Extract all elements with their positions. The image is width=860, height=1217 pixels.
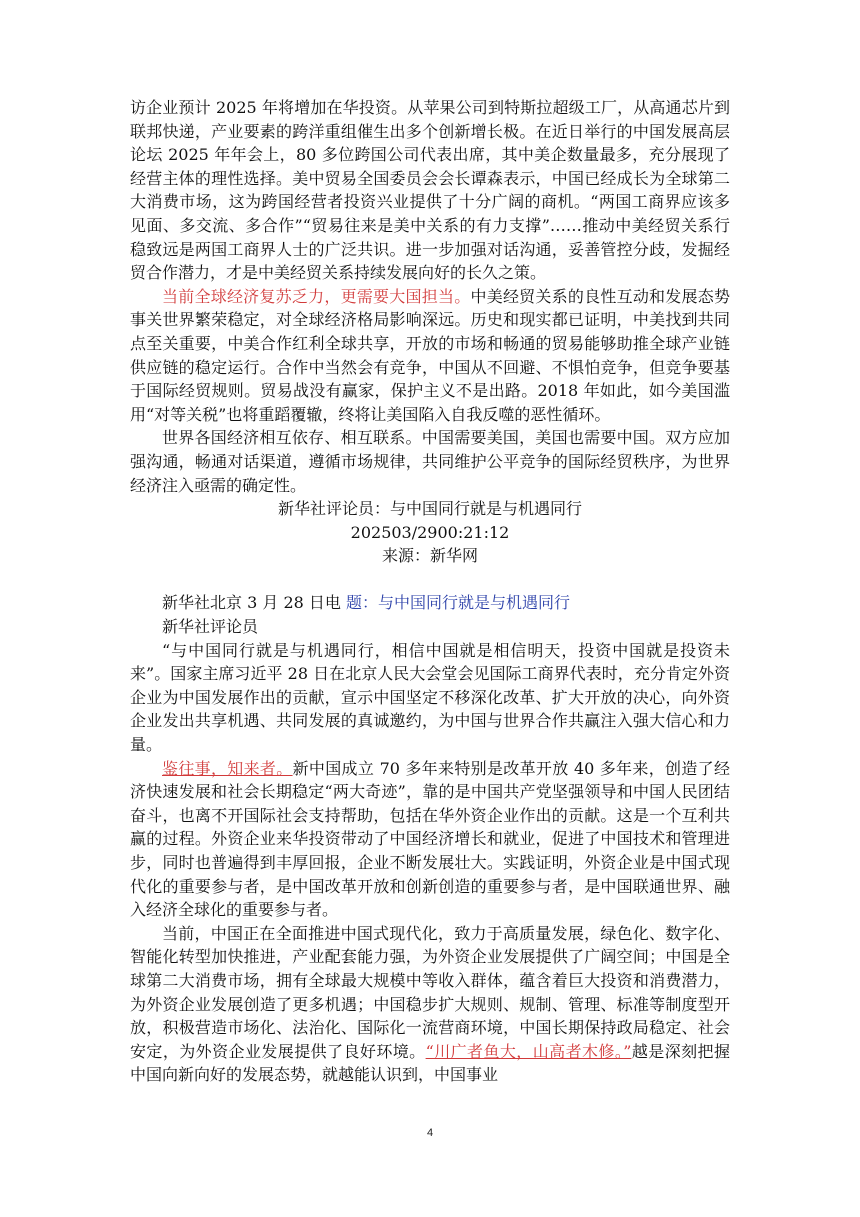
blank-line bbox=[130, 568, 730, 592]
paragraph-text: 越是深刻把握中国向新向好的发展态势，就越能认识到，中国事业 bbox=[130, 1041, 730, 1085]
dateline-text: 新华社北京 3 月 28 日电 bbox=[162, 593, 346, 613]
paragraph-text: 当前，中国正在全面推进中国式现代化，致力于高质量发展，绿色化、数字化、智能化转型加快推进，产业配套能力强，为外资企业发展提供了广阔空间；中国是全球第二大消费市场，拥有全球最大规模中等收入群体，蕴含着巨大投资和消费潜力，为外资企业发展创造了更多机遇；中国稳步扩大规则、规制、管理、标准等制度型开放，积极营造市场化、法治化、国际化一流营商环境，中国长期保持政局稳定、社会安定，为外资企业发展提供了良好环境。 bbox=[130, 923, 730, 1061]
paragraph-text: 新中国成立 70 多年来特别是改革开放 40 多年来，创造了经济快速发展和社会长期稳定“两大奇迹”，靠的是中国共产党坚强领导和中国人民团结奋斗，也离不开国际社会支持帮助，包括在华外资企业作出的贡献。这是一个互利共赢的过程。外资企业来华投资带动了中国经济增长和就业，促进了中国技术和管理进步，同时也普遍得到丰厚回报，企业不断发展壮大。实践证明，外资企业是中国式现代化的重要参与者，是中国改革开放和创新创造的重要参与者，是中国联通世界、融入经济全球化的重要参与者。 bbox=[130, 758, 730, 920]
highlighted-sentence: 当前全球经济复苏乏力，更需要大国担当。 bbox=[162, 286, 471, 306]
dateline bbox=[130, 591, 730, 615]
paragraph: “与中国同行就是与机遇同行，相信中国就是相信明天，投资中国就是投资未来”。国家主席习近平 28 日在北京人民大会堂会见国际工商界代表时，充分肯定外资企业为中国发展作出的贡献，宣示中国坚定不移深化改革、扩大开放的决心，向外资企业发出共享机遇、共同发展的真诚邀约，为中国与世界合作共赢注入强大信心和力量。 bbox=[130, 640, 730, 755]
paragraph bbox=[130, 922, 730, 1087]
document-body bbox=[130, 96, 730, 1087]
paragraph bbox=[130, 757, 730, 922]
article-date: 202503/2900:21:12 bbox=[350, 522, 510, 542]
article-source: 来源：新华网 bbox=[381, 546, 478, 566]
dateline-title: 题：与中国同行就是与机遇同行 bbox=[345, 593, 570, 613]
paragraph bbox=[130, 285, 730, 427]
paragraph-text: 中美经贸关系的良性互动和发展态势事关世界繁荣稳定，对全球经济格局影响深远。历史和现实都已证明，中美找到共同点至关重要，中美合作红利全球共享，开放的市场和畅通的贸易能够助推全球产业链供应链的稳定运行。合作中当然会有竞争，中国从不回避、不惧怕竞争，但竞争要基于国际经贸规则。贸易战没有赢家，保护主义不是出路。2018 年如此，如今美国滥用“对等关税”也将重蹈覆辙，终将让美国陷入自我反噬的恶性循环。 bbox=[130, 286, 730, 424]
paragraph: 世界各国经济相互依存、相互联系。中国需要美国，美国也需要中国。双方应加强沟通，畅通对话渠道，遵循市场规律，共同维护公平竞争的国际经贸秩序，为世界经济注入亟需的确定性。 bbox=[130, 428, 730, 495]
page-number: 4 bbox=[426, 1127, 434, 1139]
highlighted-phrase: 鉴往事，知来者。 bbox=[162, 758, 293, 778]
article-title: 新华社评论员：与中国同行就是与机遇同行 bbox=[277, 499, 582, 519]
paragraph: 访企业预计 2025 年将增加在华投资。从苹果公司到特斯拉超级工厂，从高通芯片到联邦快递，产业要素的跨洋重组催生出多个创新增长极。在近日举行的中国发展高层论坛 2025 年年会上，80 多位跨国公司代表出席，其中美企数量最多，充分展现了经营主体的理性选择。美中贸易全国委员会会长谭森表示，中国已经成长为全球第二大消费市场，这为跨国经营者投资兴业提供了十分广阔的商机。“两国工商界应该多见面、多交流、多合作”“贸易往来是美中关系的有力支撑”……推动中美经贸关系行稳致远是两国工商界人士的广泛共识。进一步加强对话沟通，妥善管控分歧，发掘经贸合作潜力，才是中美经贸关系持续发展向好的长久之策。 bbox=[130, 98, 730, 283]
byline: 新华社评论员 bbox=[162, 617, 259, 637]
highlighted-quote: “川广者鱼大，山高者木修。” bbox=[425, 1041, 632, 1061]
